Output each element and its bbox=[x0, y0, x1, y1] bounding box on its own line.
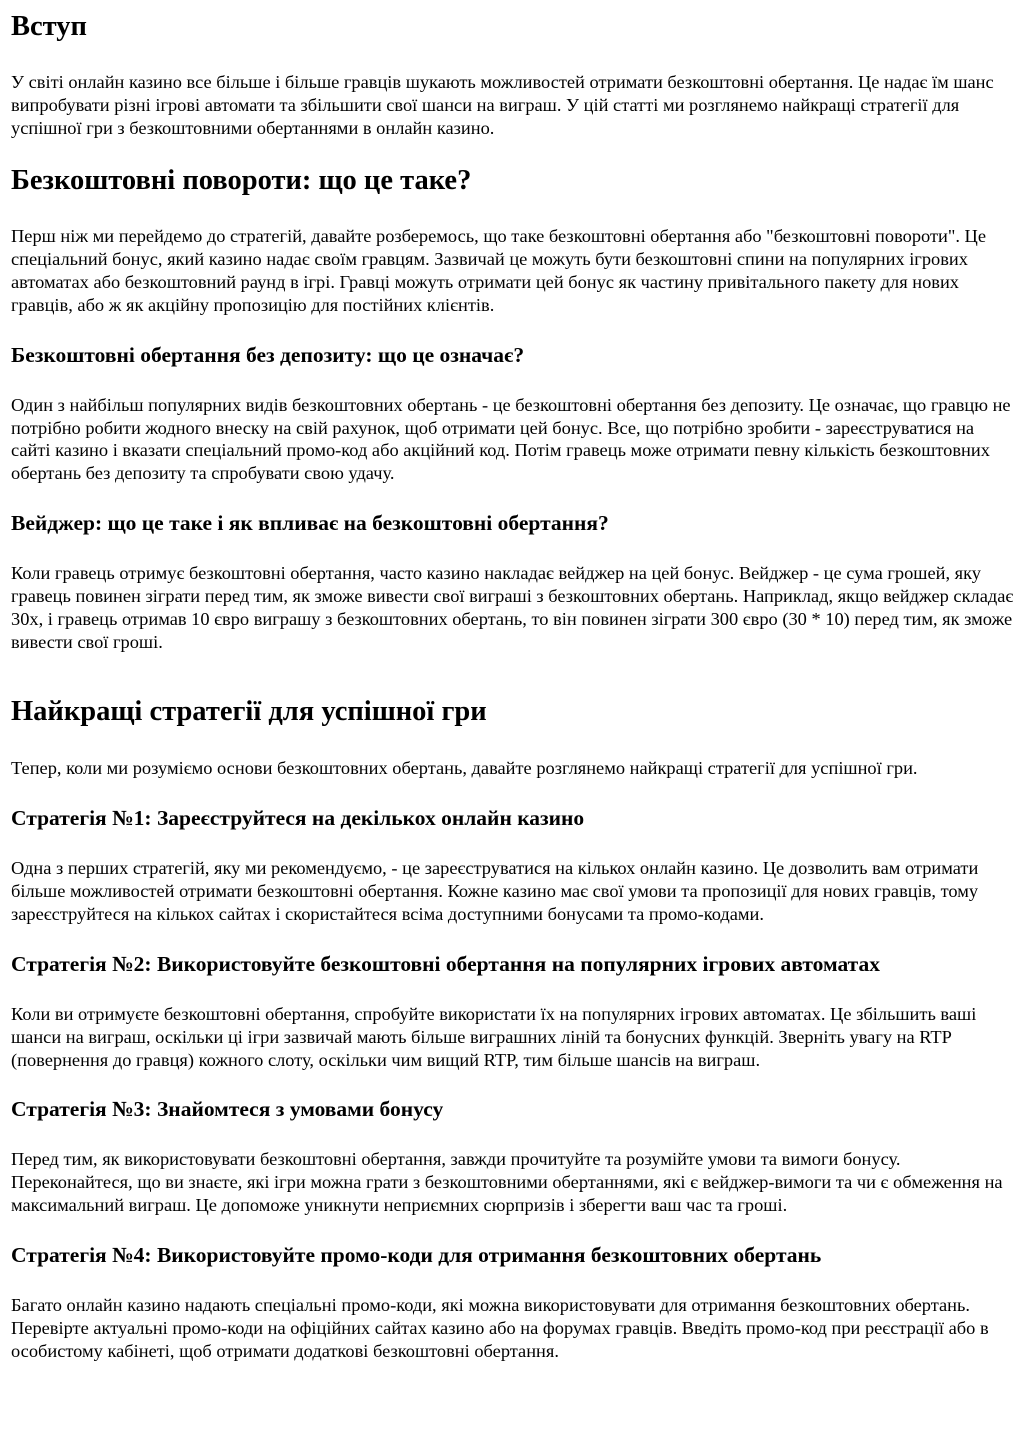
intro-heading: Вступ bbox=[11, 11, 87, 42]
no-deposit-paragraph: Один з найбільш популярних видів безкоштовних обертань - це безкоштовні обертання без депозиту. Це означає, що гравцю не потрібно робити жодного внеску на свій рахунок, щоб отримати цей бонус. Все, що потрібно зробити - зареєструватися на сайті казино і вказати спеціальний промо-код або акційний код. Потім гравець може отримати певну кількість безкоштовних обертань без депозиту та спробувати свою удачу. bbox=[11, 394, 1011, 484]
strategy-2-heading: Стратегія №2: Використовуйте безкоштовні обертання на популярних ігрових автоматах bbox=[11, 951, 880, 976]
free-spins-heading: Безкоштовні повороти: що це таке? bbox=[11, 165, 472, 197]
strategy-1-heading: Стратегія №1: Зареєструйтеся на декількох онлайн казино bbox=[11, 806, 585, 831]
wager-paragraph: Коли гравець отримує безкоштовні обертання, часто казино накладає вейджер на цей бонус. Вейджер - це сума грошей, яку гравець повинен зіграти перед тим, як зможе вивести свої виграші з безкоштовних обертань. Наприклад, якщо вейджер складає 30x, і гравець отримав 10 євро виграшу з безкоштовних обертань, то він повинен зіграти 300 євро (30 * 10) перед тим, як зможе вивести свої гроші. bbox=[11, 563, 1014, 652]
strategy-4-heading: Стратегія №4: Використовуйте промо-коди для отримання безкоштовних обертань bbox=[11, 1242, 822, 1267]
wager-heading: Вейджер: що це таке і як впливає на безкоштовні обертання? bbox=[11, 511, 609, 536]
free-spins-paragraph: Перш ніж ми перейдемо до стратегій, давайте розберемось, що таке безкоштовні обертання або "безкоштовні повороти". Це спеціальний бонус, який казино надає своїм гравцям. Зазвичай це можуть бути безкоштовні спини на популярних ігрових автоматах або безкоштовний раунд в ігрі. Гравці можуть отримати цей бонус як частину привітального пакету для нових гравців, або ж як акційну пропозицію для постійних клієнтів. bbox=[11, 226, 986, 315]
strategy-1-paragraph: Одна з перших стратегій, яку ми рекомендуємо, - це зареєструватися на кількох онлайн казино. Це дозволить вам отримати більше можливостей отримати безкоштовні обертання. Кожне казино має свої умови та пропозиції для нових гравців, тому зареєструйтеся на кількох сайтах і скористайтеся всіма доступними бонусами та промо-кодами. bbox=[11, 858, 979, 924]
no-deposit-heading: Безкоштовні обертання без депозиту: що це означає? bbox=[11, 342, 525, 367]
strategies-heading: Найкращі стратегії для успішної гри bbox=[11, 695, 487, 727]
strategy-4-paragraph: Багато онлайн казино надають спеціальні промо-коди, які можна використовувати для отримання безкоштовних обертань. Перевірте актуальні промо-коди на офіційних сайтах казино або на форумах гравців. Введіть промо-код при реєстрації або в особистому кабінеті, щоб отримати додаткові безкоштовні обертання. bbox=[11, 1294, 989, 1361]
strategy-2-paragraph: Коли ви отримуєте безкоштовні обертання, спробуйте використати їх на популярних ігрових автоматах. Це збільшить ваші шанси на виграш, оскільки ці ігри зазвичай мають більше виграшних ліній та бонусних функцій. Зверніть увагу на RTP (повернення до гравця) кожного слоту, оскільки чим вищий RTP, тим більше шансів на виграш. bbox=[11, 1003, 977, 1070]
strategy-3-paragraph: Перед тим, як використовувати безкоштовні обертання, завжди прочитуйте та розумійте умови та вимоги бонусу. Переконайтеся, що ви знаєте, які ігри можна грати з безкоштовними обертаннями, які є вейджер-вимоги та чи є обмеження на максимальний виграш. Це допоможе уникнути неприємних сюрпризів і зберегти ваш час та гроші. bbox=[11, 1149, 1003, 1216]
intro-paragraph: У світі онлайн казино все більше і більше гравців шукають можливостей отримати безкоштовні обертання. Це надає їм шанс випробувати різні ігрові автомати та збільшити свої шанси на виграш. У цій статті ми розглянемо найкращі стратегії для успішної гри з безкоштовними обертаннями в онлайн казино. bbox=[11, 71, 994, 138]
strategy-3-heading: Стратегія №3: Знайомтеся з умовами бонусу bbox=[11, 1097, 444, 1122]
strategies-intro-paragraph: Тепер, коли ми розуміємо основи безкоштовних обертань, давайте розглянемо найкращі стратегії для успішної гри. bbox=[11, 758, 918, 779]
